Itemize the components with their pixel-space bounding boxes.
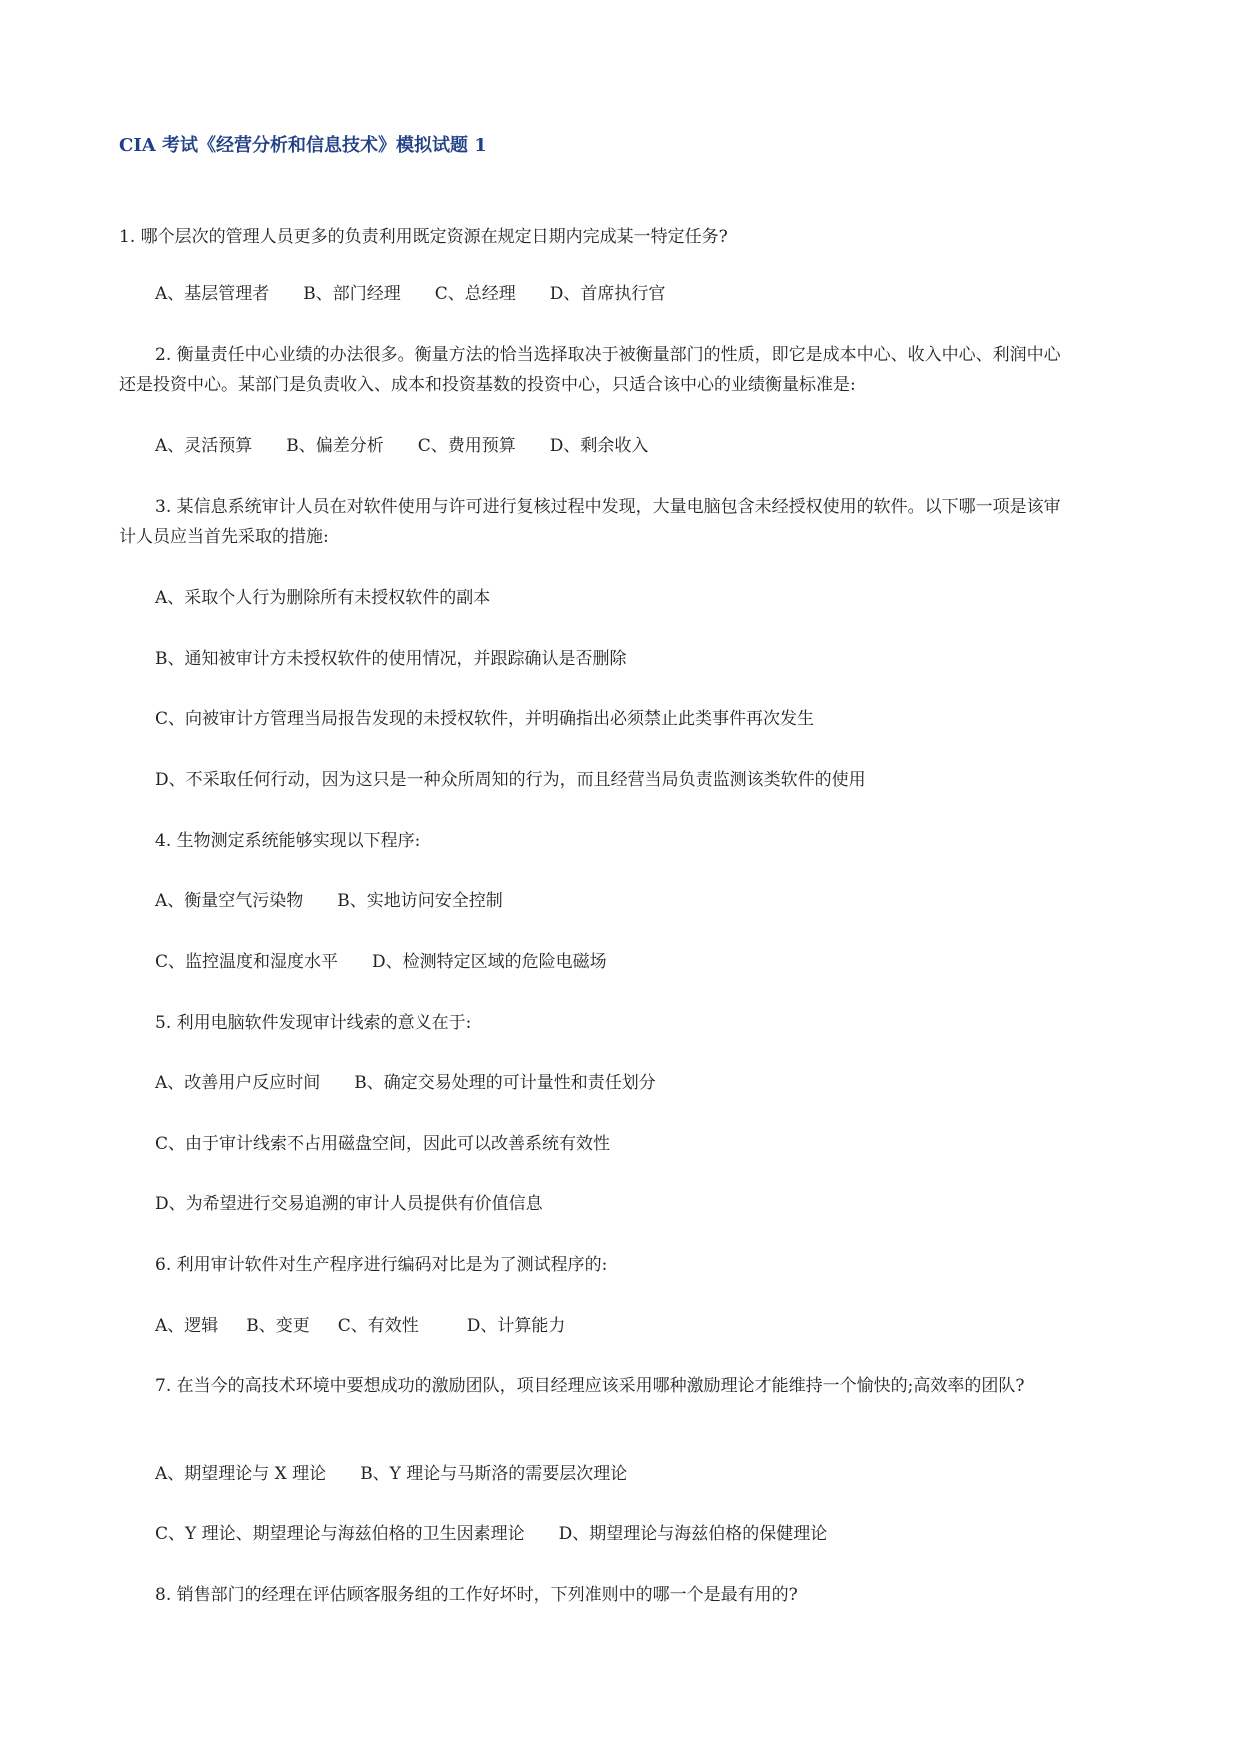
q6-option-a: A、逻辑 — [155, 1316, 219, 1336]
q1-option-d: D、首席执行官 — [549, 284, 666, 304]
question-2-options — [155, 433, 648, 459]
question-3-line-1: 3. 某信息系统审计人员在对软件使用与许可进行复核过程中发现，大量电脑包含未经授权使用的软件。以下哪一项是该审 — [155, 497, 1061, 517]
q3-option-d: D、不采取任何行动，因为这只是一种众所周知的行为，而且经营当局负责监测该类软件的使用 — [155, 770, 866, 790]
q7-option-c: C、Y 理论、期望理论与海兹伯格的卫生因素理论 — [155, 1524, 525, 1544]
question-5: 5. 利用电脑软件发现审计线索的意义在于: — [155, 1013, 472, 1033]
question-7-options-row-2 — [155, 1521, 827, 1547]
q3-option-a: A、采取个人行为删除所有未授权软件的副本 — [155, 588, 491, 608]
question-4-options-row-2 — [155, 949, 607, 975]
q6-option-b: B、变更 — [246, 1316, 310, 1336]
question-4-options-row-1 — [155, 888, 503, 914]
q1-option-c: C、总经理 — [434, 284, 516, 304]
question-7-options-row-1 — [155, 1461, 627, 1487]
q2-option-a: A、灵活预算 — [155, 436, 253, 456]
question-6-options — [155, 1313, 565, 1339]
question-1-options — [155, 281, 665, 307]
q2-option-c: C、费用预算 — [417, 436, 516, 456]
q6-option-d: D、计算能力 — [466, 1316, 566, 1336]
q1-option-b: B、部门经理 — [303, 284, 401, 304]
q2-option-b: B、偏差分析 — [286, 436, 384, 456]
q7-option-b: B、Y 理论与马斯洛的需要层次理论 — [360, 1464, 628, 1484]
q5-option-b: B、确定交易处理的可计量性和责任划分 — [354, 1073, 656, 1093]
document-title: CIA 考试《经营分析和信息技术》模拟试题 1 — [119, 135, 487, 156]
q2-option-d: D、剩余收入 — [549, 436, 649, 456]
q6-option-c: C、有效性 — [337, 1316, 419, 1336]
question-8: 8. 销售部门的经理在评估顾客服务组的工作好坏时，下列准则中的哪一个是最有用的? — [155, 1585, 798, 1605]
q7-option-d: D、期望理论与海兹伯格的保健理论 — [558, 1524, 828, 1544]
question-2-line-1: 2. 衡量责任中心业绩的办法很多。衡量方法的恰当选择取决于被衡量部门的性质，即它是成本中心、收入中心、利润中心 — [155, 345, 1061, 365]
q4-option-c: C、监控温度和湿度水平 — [155, 952, 339, 972]
question-7: 7. 在当今的高技术环境中要想成功的激励团队，项目经理应该采用哪种激励理论才能维持一个愉快的;高效率的团队? — [155, 1376, 1025, 1396]
question-1: 1. 哪个层次的管理人员更多的负责利用既定资源在规定日期内完成某一特定任务? — [119, 227, 728, 247]
q5-option-a: A、改善用户反应时间 — [155, 1073, 321, 1093]
q5-option-d: D、为希望进行交易追溯的审计人员提供有价值信息 — [155, 1194, 543, 1214]
question-6: 6. 利用审计软件对生产程序进行编码对比是为了测试程序的: — [155, 1255, 608, 1275]
question-3-line-2: 计人员应当首先采取的措施: — [119, 527, 329, 547]
q3-option-b: B、通知被审计方未授权软件的使用情况，并跟踪确认是否删除 — [155, 649, 627, 669]
q4-option-d: D、检测特定区域的危险电磁场 — [372, 952, 607, 972]
question-2-line-2: 还是投资中心。某部门是负责收入、成本和投资基数的投资中心，只适合该中心的业绩衡量标准是: — [119, 375, 856, 395]
question-4: 4. 生物测定系统能够实现以下程序: — [155, 831, 421, 851]
q4-option-a: A、衡量空气污染物 — [155, 891, 304, 911]
q1-option-a: A、基层管理者 — [155, 284, 270, 304]
q7-option-a: A、期望理论与 X 理论 — [155, 1464, 327, 1484]
question-5-options-row-1 — [155, 1070, 656, 1096]
q4-option-b: B、实地访问安全控制 — [337, 891, 503, 911]
q5-option-c: C、由于审计线索不占用磁盘空间，因此可以改善系统有效性 — [155, 1134, 611, 1154]
q3-option-c: C、向被审计方管理当局报告发现的未授权软件，并明确指出必须禁止此类事件再次发生 — [155, 709, 815, 729]
